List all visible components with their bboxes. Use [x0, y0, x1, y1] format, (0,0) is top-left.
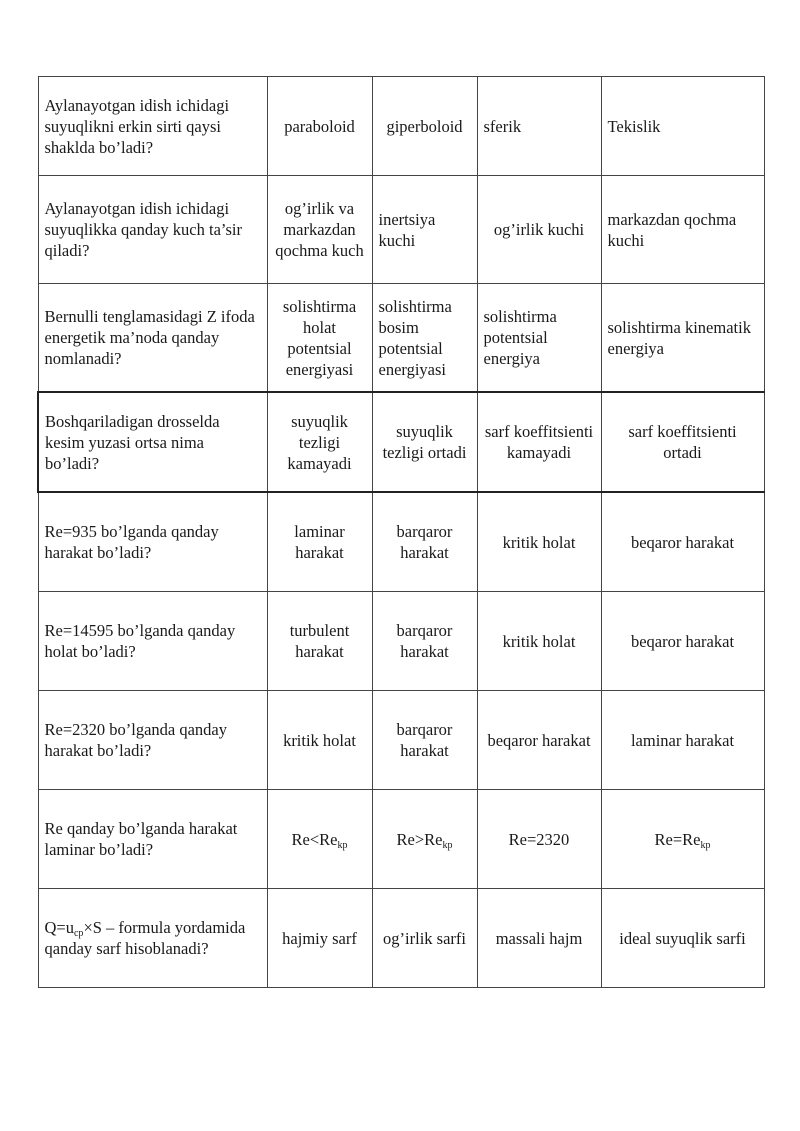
answer-text: Re>Re [396, 829, 443, 849]
answer-text: Re=Re [654, 829, 701, 849]
table-row [38, 889, 764, 988]
answer-cell-2: og’irlik sarfi [372, 889, 477, 988]
question-cell: Aylanayotgan idish ichidagi suyuqlikka qanday kuch ta’sir qiladi? [38, 176, 267, 284]
table-row [38, 691, 764, 790]
answer-cell-1: solishtirma holat potentsial energiyasi [267, 284, 372, 393]
answer-cell-2: giperboloid [372, 77, 477, 176]
question-cell: Aylanayotgan idish ichidagi suyuqlikni erkin sirti qaysi shaklda bo’ladi? [38, 77, 267, 176]
answer-cell-2: barqaror harakat [372, 492, 477, 592]
answer-cell-3: kritik holat [477, 492, 601, 592]
table-row [38, 592, 764, 691]
answer-cell-3: sferik [477, 77, 601, 176]
answer-cell-1 [267, 790, 372, 889]
table-row [38, 790, 764, 889]
question-cell: Re=14595 bo’lganda qanday holat bo’ladi? [38, 592, 267, 691]
question-cell [38, 889, 267, 988]
answer-cell-4: sarf koeffitsienti ortadi [601, 392, 764, 492]
answer-cell-4: laminar harakat [601, 691, 764, 790]
answer-cell-3: sarf koeffitsienti kamayadi [477, 392, 601, 492]
formula-text: Q=u [44, 918, 74, 937]
answer-cell-3: og’irlik kuchi [477, 176, 601, 284]
answer-cell-1: kritik holat [267, 691, 372, 790]
answer-cell-3: Re=2320 [477, 790, 601, 889]
answer-text: Re<Re [291, 829, 338, 849]
answer-cell-3: massali hajm [477, 889, 601, 988]
answer-cell-1: og’irlik va markazdan qochma kuch [267, 176, 372, 284]
answer-cell-3: kritik holat [477, 592, 601, 691]
subscript: kp [442, 839, 453, 851]
question-text: ×S – formula yordamida qanday sarf hisoblanadi? [44, 918, 246, 958]
answer-cell-4: Tekislik [601, 77, 764, 176]
answer-cell-1: turbulent harakat [267, 592, 372, 691]
question-cell: Boshqariladigan drosselda kesim yuzasi ortsa nima bo’ladi? [38, 392, 267, 492]
answer-cell-2: inertsiya kuchi [372, 176, 477, 284]
question-cell: Re qanday bo’lganda harakat laminar bo’ladi? [38, 790, 267, 889]
subscript: cp [73, 928, 84, 939]
answer-cell-3: beqaror harakat [477, 691, 601, 790]
question-cell: Bernulli tenglamasidagi Z ifoda energetik ma’noda qanday nomlanadi? [38, 284, 267, 393]
table-row [38, 492, 764, 592]
question-cell: Re=2320 bo’lganda qanday harakat bo’ladi? [38, 691, 267, 790]
answer-cell-2: barqaror harakat [372, 691, 477, 790]
answer-cell-1: suyuqlik tezligi kamayadi [267, 392, 372, 492]
answer-cell-1: hajmiy sarf [267, 889, 372, 988]
answer-cell-4: solishtirma kinematik energiya [601, 284, 764, 393]
answer-cell-3: solishtirma potentsial energiya [477, 284, 601, 393]
subscript: kp [700, 839, 711, 851]
answer-cell-4: beqaror harakat [601, 592, 764, 691]
question-cell: Re=935 bo’lganda qanday harakat bo’ladi? [38, 492, 267, 592]
answer-cell-4: markazdan qochma kuchi [601, 176, 764, 284]
answer-cell-2: barqaror harakat [372, 592, 477, 691]
answer-cell-4 [601, 790, 764, 889]
answer-cell-2 [372, 790, 477, 889]
answer-cell-2: suyuqlik tezligi ortadi [372, 392, 477, 492]
table-row [38, 77, 764, 176]
subscript: kp [337, 839, 348, 851]
answer-cell-4: ideal suyuqlik sarfi [601, 889, 764, 988]
answer-cell-4: beqaror harakat [601, 492, 764, 592]
answer-cell-2: solishtirma bosim potentsial energiyasi [372, 284, 477, 393]
table-row [38, 284, 764, 393]
answer-cell-1: paraboloid [267, 77, 372, 176]
answer-cell-1: laminar harakat [267, 492, 372, 592]
quiz-table [37, 76, 765, 988]
table-row [38, 176, 764, 284]
table-row [38, 392, 764, 492]
